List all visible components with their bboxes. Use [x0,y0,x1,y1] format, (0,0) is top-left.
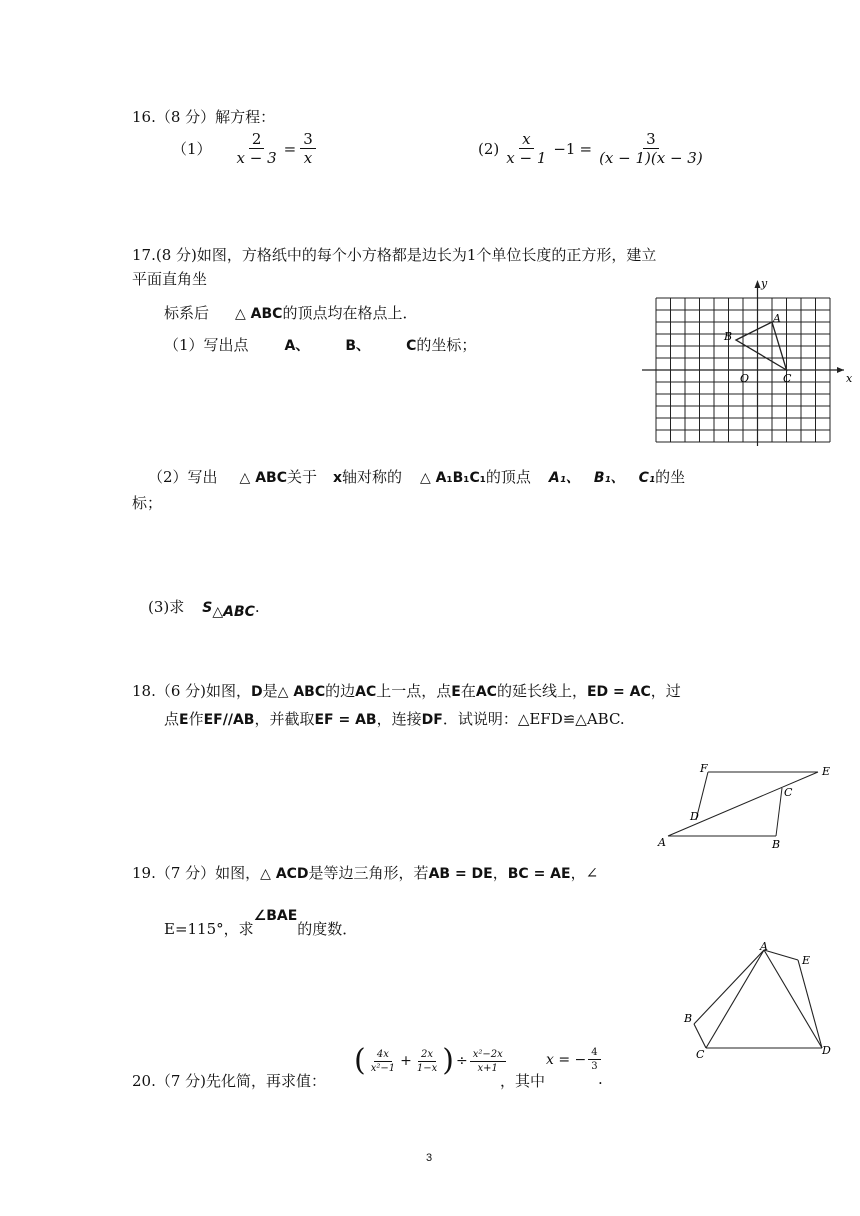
point-a-label: A [773,312,781,325]
q17-part2-wrap: 标； [132,494,163,512]
q20-condition-prefix: ，其中 [500,1072,546,1090]
fig18-a: A [658,836,666,849]
q19-line1: 19.（7 分）如图，△ ACD是等边三角形，若AB = DE，BC = AE，∠ [132,864,599,882]
q17-line3: 标系后 △ ABC的顶点均在格点上． [164,304,418,322]
point-b-label: B [724,330,733,343]
q20-expression: ( $\frac{4x}{\text{x²−1}}$ + $\frac{2x}{1-x}$ ) ÷ $\frac{\text{x²−2x}}{x+1}$ [354,1046,506,1076]
fig18-e: E [822,765,831,778]
q19-figure [680,938,836,1062]
fig19-b: B [684,1012,693,1025]
fraction: $\frac{x}{x - 1}$ [506,130,547,167]
fraction: $\frac{2x}{1-x}$ [416,1048,438,1074]
fraction: $\frac{\text{x²−2x}}{x+1}$ [470,1048,506,1075]
q17-part1: （1）写出点 A、 B、 C的坐标； [164,336,477,354]
fig18-b: B [772,838,781,851]
plus-sign: + [400,1053,412,1069]
point-c-label: C [783,372,792,385]
q16-equation-1 [172,130,316,167]
fig18-d: D [690,810,699,823]
q17-line1: 17.(8 分)如图，方格纸中的每个小方格都是边长为1个单位长度的正方形，建立 [132,246,657,264]
fig19-e: E [802,954,811,967]
q20-period: . [598,1070,603,1088]
q16-part1-label: （1） [172,140,212,158]
q20-prefix: 20.（7 分)先化简，再求值： [132,1072,327,1090]
q18-line2: 点E作EF//AB，并截取EF = AB，连接DF．试说明：△EFD≌△ABC. [164,710,625,728]
x-equals: x = − [546,1051,587,1068]
divide-sign: ÷ [455,1053,468,1069]
q16-heading: 16.（8 分）解方程： [132,108,276,126]
equals-sign: = [579,139,593,158]
equals-sign: = [283,139,297,158]
q18-line1: 18.（6 分)如图，D是△ ABC的边AC上一点，点E在AC的延长线上，ED = AC，过 [132,682,681,700]
q16-equation-2 [478,130,706,167]
q16-part2-label: (2) [478,139,500,158]
q18-figure [654,758,838,854]
fig19-a: A [760,940,768,953]
fig19-d: D [822,1044,831,1057]
fraction: $\frac{4}{3}$ [588,1046,600,1073]
fig18-f: F [700,762,708,775]
fig18-c: C [784,786,793,799]
page-number: 3 [426,1152,433,1164]
q17-part3: (3)求 $S_{\triangle ABC}$. [148,598,260,620]
q19-line2: E=115°，求∠BAE的度数． [164,908,358,938]
origin-label: O [740,372,750,385]
fraction: $\frac{3}{x}$ [300,130,316,167]
y-axis-label: y [761,277,768,290]
minus-one: −1 [553,139,576,158]
q17-part2: （2）写出 △ ABC关于 x轴对称的 △ A₁B₁C₁的顶点 A₁、 B₁、 C₁的坐 [148,468,686,486]
x-axis-label: x [846,372,853,385]
fig19-c: C [696,1048,705,1061]
fraction: $\frac{2}{x - 3}$ [236,130,277,167]
q17-line2: 平面直角坐 [132,270,208,288]
fraction: $\frac{3}{(x - 1)(x - 3)}$ [599,130,703,167]
q17-coordinate-grid [640,274,854,454]
fraction: $\frac{4x}{\text{x²−1}}$ [370,1048,396,1074]
q20-condition [546,1046,601,1073]
